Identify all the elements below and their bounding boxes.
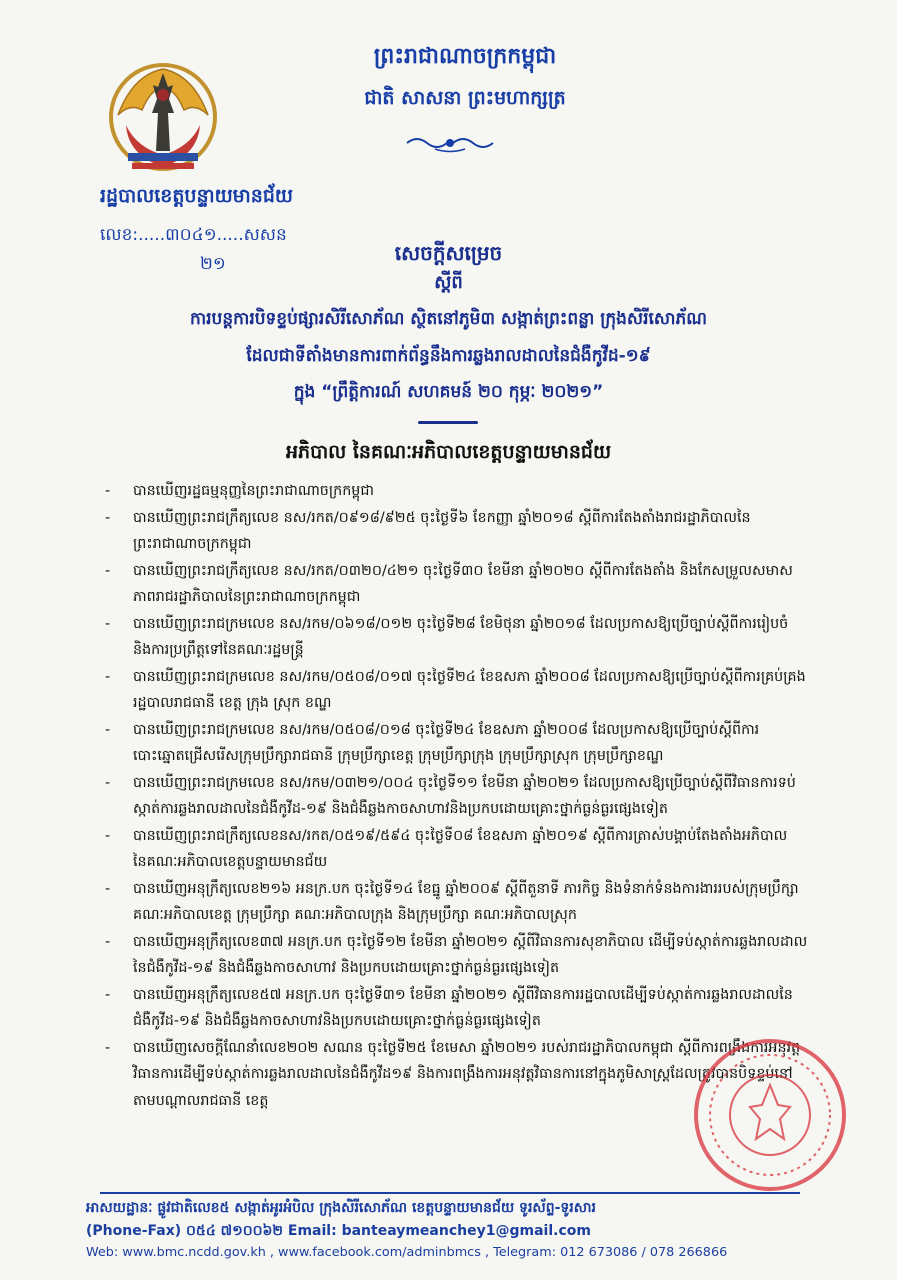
subject-line-2: ដែលជាទីតាំងមានការពាក់ព័ន្ធនឹងការឆ្លងរាលដាលនៃជំងឺកូវីដ-១៩ bbox=[246, 346, 651, 366]
list-item-text: បានឃើញព្រះរាជក្រមលេខ នស/រកម/០៥០៨/០១៧ ចុះថ្ងៃទី២៤ ខែឧសភា ឆ្នាំ២០០៨ ដែលប្រកាសឱ្យប្រើច្បាប់ស្តីពីការគ្រប់គ្រងរដ្ឋបាលរាជធានី ខេត្ត ក្រុង ស្រុក ខណ្ឌ bbox=[133, 668, 806, 711]
reference-suffix: ២១ bbox=[200, 254, 226, 274]
list-item-text: បានឃើញអនុក្រឹត្យលេខ៥៧ អនក្រ.បក ចុះថ្ងៃទី៣១ ខែមីនា ឆ្នាំ២០២១ ស្តីពីវិធានការរដ្ឋបាលដើម្បីទប់ស្កាត់ការឆ្លងរាលដាលនៃជំងឺកូវីដ-១៩ និងជំងឺឆ្លងកាចសាហាវនិងប្រកបដោយគ្រោះថ្នាក់ធ្ងន់ធ្ងរផ្សេងទៀត bbox=[133, 986, 793, 1029]
title-divider bbox=[418, 421, 478, 424]
footer-divider bbox=[100, 1192, 800, 1194]
list-item-text: បានឃើញសេចក្តីណែនាំលេខ២០២ សណន ចុះថ្ងៃទី២៥ ខែមេសា ឆ្នាំ២០២១ របស់រាជរដ្ឋាភិបាលកម្ពុជា ស្តីពីការពង្រឹងការអនុវត្តវិធានការដើម្បីទប់ស្កាត់ការឆ្លងរាលដាលនៃជំងឺកូវីដ១៩ និងការពង្រឹងការអនុវត្តវិធានការនៅក្នុងភូមិសាស្ត្រដែលត្រូវបានបិទខ្ទប់នៅតាមបណ្តាលរាជធានី ខេត្ត bbox=[133, 1039, 801, 1109]
official-red-seal-icon bbox=[690, 1035, 850, 1199]
list-item: - បានឃើញព្រះរាជក្រឹត្យលេខ នស/រកត/០៩១៨/៩២៥ ចុះថ្ងៃទី៦ ខែកញ្ញា ឆ្នាំ២០១៨ ស្តីពីការតែងតាំងរាជរដ្ឋាភិបាលនៃព្រះរាជាណាចក្រកម្ពុជា bbox=[105, 509, 751, 552]
governor-heading: អភិបាល នៃគណៈអភិបាលខេត្តបន្ទាយមានជ័យ bbox=[285, 441, 612, 463]
list-item-text: បានឃើញអនុក្រឹត្យលេខ២១៦ អនក្រ.បក ចុះថ្ងៃទី១៤ ខែធ្នូ ឆ្នាំ២០០៩ ស្តីពីតួនាទី ភារកិច្ច និងទំនាក់ទំនងការងាររបស់ក្រុមប្រឹក្សា គណៈអភិបាលខេត្ត ក្រុមប្រឹក្សា គណៈអភិបាលក្រុង និងក្រុមប្រឹក្សា គណៈអភិបាលស្រុក bbox=[133, 880, 799, 923]
subject-label: ស្តីពី bbox=[434, 272, 463, 293]
legal-basis-list bbox=[105, 478, 810, 1114]
issuing-authority: រដ្ឋបាលខេត្តបន្ទាយមានជ័យ bbox=[100, 185, 293, 207]
list-item: - បានឃើញព្រះរាជក្រមលេខ នស/រកម/០៥០៨/០១៨ ចុះថ្ងៃទី២៤ ខែឧសភា ឆ្នាំ២០០៨ ដែលប្រកាសឱ្យប្រើច្បាប់ស្តីពីការបោះឆ្នោតជ្រើសរើសក្រុមប្រឹក្សារាជធានី ក្រុមប្រឹក្សាខេត្ត ក្រុមប្រឹក្សាក្រុង ក្រុមប្រឹក្សាស្រុក ក្រុមប្រឹក្សាខណ្ឌ bbox=[105, 721, 760, 764]
reference-number: លេខ:.....៣០៤១.....សសន bbox=[100, 225, 287, 245]
subject-line-1: ការបន្តការបិទខ្ទប់ផ្សារសិរីសោភ័ណ ស្ថិតនៅភូមិ៣ សង្កាត់ព្រះពន្លា ក្រុងសិរីសោភ័ណ bbox=[189, 309, 708, 329]
subject-line-3: ក្នុង “ព្រឹត្តិការណ៍ សហគមន៍ ២០ កុម្ភៈ ២០២១” bbox=[293, 382, 604, 402]
footer-web: Web: www.bmc.ncdd.gov.kh , www.facebook.com/adminbmcs , Telegram: 012 673086 / 078 266866 bbox=[86, 1245, 728, 1260]
footer-contact: (Phone-Fax) ០៥៤ ៧១០០៦២ Email: banteaymeanchey1@gmail.com bbox=[86, 1223, 591, 1239]
list-item-text: បានឃើញរដ្ឋធម្មនុញ្ញនៃព្រះរាជាណាចក្រកម្ពុជា bbox=[133, 483, 374, 499]
list-item-text: បានឃើញព្រះរាជក្រឹត្យលេខនស/រកត/០៥១៩/៥៩៤ ចុះថ្ងៃទី០៨ ខែឧសភា ឆ្នាំ២០១៩ ស្តីពីការត្រាស់បង្គាប់តែងតាំងអភិបាល នៃគណៈអភិបាលខេត្តបន្ទាយមានជ័យ bbox=[133, 827, 788, 870]
decision-title: សេចក្តីសម្រេច bbox=[394, 241, 503, 265]
list-item-text: បានឃើញព្រះរាជក្រមលេខ នស/រកម/០៦១៨/០១២ ចុះថ្ងៃទី២៨ ខែមិថុនា ឆ្នាំ២០១៨ ដែលប្រកាសឱ្យប្រើច្បាប់ស្តីពីការរៀបចំ និងការប្រព្រឹត្តទៅនៃគណៈរដ្ឋមន្ត្រី bbox=[133, 615, 789, 658]
provincial-emblem-icon bbox=[108, 55, 218, 184]
list-item: - បានឃើញព្រះរាជក្រមលេខ នស/រកម/០៦១៨/០១២ ចុះថ្ងៃទី២៨ ខែមិថុនា ឆ្នាំ២០១៨ ដែលប្រកាសឱ្យប្រើច្បាប់ស្តីពីការរៀបចំ និងការប្រព្រឹត្តទៅនៃគណៈរដ្ឋមន្ត្រី bbox=[105, 615, 789, 658]
list-item: - បានឃើញព្រះរាជក្រឹត្យលេខនស/រកត/០៥១៩/៥៩៤ ចុះថ្ងៃទី០៨ ខែឧសភា ឆ្នាំ២០១៩ ស្តីពីការត្រាស់បង្គាប់តែងតាំងអភិបាល នៃគណៈអភិបាលខេត្តបន្ទាយមានជ័យ bbox=[105, 827, 788, 870]
list-item-text: បានឃើញព្រះរាជក្រឹត្យលេខ នស/រកត/០៩១៨/៩២៥ ចុះថ្ងៃទី៦ ខែកញ្ញា ឆ្នាំ២០១៨ ស្តីពីការតែងតាំងរាជរដ្ឋាភិបាលនៃព្រះរាជាណាចក្រកម្ពុជា bbox=[133, 509, 751, 552]
list-item-text: បានឃើញអនុក្រឹត្យលេខ៣៧ អនក្រ.បក ចុះថ្ងៃទី១២ ខែមីនា ឆ្នាំ២០២១ ស្តីពីវិធានការសុខាភិបាល ដើម្បីទប់ស្កាត់ការឆ្លងរាលដាលនៃជំងឺកូវីដ-១៩ និងជំងឺឆ្លងកាចសាហាវ និងប្រកបដោយគ្រោះថ្នាក់ធ្ងន់ធ្ងរផ្សេងទៀត bbox=[133, 933, 808, 976]
list-item-text: បានឃើញព្រះរាជក្រឹត្យលេខ នស/រកត/០៣២០/៤២១ ចុះថ្ងៃទី៣០ ខែមីនា ឆ្នាំ២០២០ ស្តីពីការតែងតាំង និងកែសម្រួលសមាសភាពរាជរដ្ឋាភិបាលនៃព្រះរាជាណាចក្រកម្ពុជា bbox=[133, 562, 793, 605]
list-item: - បានឃើញព្រះរាជក្រមលេខ នស/រកម/០៥០៨/០១៧ ចុះថ្ងៃទី២៤ ខែឧសភា ឆ្នាំ២០០៨ ដែលប្រកាសឱ្យប្រើច្បាប់ស្តីពីការគ្រប់គ្រងរដ្ឋបាលរាជធានី ខេត្ត ក្រុង ស្រុក ខណ្ឌ bbox=[105, 668, 806, 711]
national-motto: ជាតិ សាសនា ព្រះមហាក្សត្រ bbox=[364, 87, 566, 109]
footer-address: អាសយដ្ឋានៈ ផ្លូវជាតិលេខ៥ សង្កាត់អូរអំបិល ក្រុងសិរីសោភ័ណ ខេត្តបន្ទាយមានជ័យ ទូរស័ព្ទ-ទូរសារ bbox=[86, 1200, 596, 1216]
list-item: - បានឃើញព្រះរាជក្រឹត្យលេខ នស/រកត/០៣២០/៤២១ ចុះថ្ងៃទី៣០ ខែមីនា ឆ្នាំ២០២០ ស្តីពីការតែងតាំង និងកែសម្រួលសមាសភាពរាជរដ្ឋាភិបាលនៃព្រះរាជាណាចក្រកម្ពុជា bbox=[105, 562, 793, 605]
list-item: - បានឃើញអនុក្រឹត្យលេខ៥៧ អនក្រ.បក ចុះថ្ងៃទី៣១ ខែមីនា ឆ្នាំ២០២១ ស្តីពីវិធានការរដ្ឋបាលដើម្បីទប់ស្កាត់ការឆ្លងរាលដាលនៃជំងឺកូវីដ-១៩ និងជំងឺឆ្លងកាចសាហាវនិងប្រកបដោយគ្រោះថ្នាក់ធ្ងន់ធ្ងរផ្សេងទៀត bbox=[105, 986, 793, 1029]
list-item-text: បានឃើញព្រះរាជក្រមលេខ នស/រកម/០៣២១/០០៤ ចុះថ្ងៃទី១១ ខែមីនា ឆ្នាំ២០២១ ដែលប្រកាសឱ្យប្រើច្បាប់ស្តីពីវិធានការទប់ស្កាត់ការឆ្លងរាលដាលនៃជំងឺកូវីដ-១៩ និងជំងឺឆ្លងកាចសាហាវនិងប្រកបដោយគ្រោះថ្នាក់ធ្ងន់ធ្ងរផ្សេងទៀត bbox=[133, 774, 796, 817]
list-item-text: បានឃើញព្រះរាជក្រមលេខ នស/រកម/០៥០៨/០១៨ ចុះថ្ងៃទី២៤ ខែឧសភា ឆ្នាំ២០០៨ ដែលប្រកាសឱ្យប្រើច្បាប់ស្តីពីការបោះឆ្នោតជ្រើសរើសក្រុមប្រឹក្សារាជធានី ក្រុមប្រឹក្សាខេត្ត ក្រុមប្រឹក្សាក្រុង ក្រុមប្រឹក្សាស្រុក ក្រុមប្រឹក្សាខណ្ឌ bbox=[133, 721, 760, 764]
list-item: - បានឃើញព្រះរាជក្រមលេខ នស/រកម/០៣២១/០០៤ ចុះថ្ងៃទី១១ ខែមីនា ឆ្នាំ២០២១ ដែលប្រកាសឱ្យប្រើច្បាប់ស្តីពីវិធានការទប់ស្កាត់ការឆ្លងរាលដាលនៃជំងឺកូវីដ-១៩ និងជំងឺឆ្លងកាចសាហាវនិងប្រកបដោយគ្រោះថ្នាក់ធ្ងន់ធ្ងរផ្សេងទៀត bbox=[105, 774, 796, 817]
list-item: - បានឃើញរដ្ឋធម្មនុញ្ញនៃព្រះរាជាណាចក្រកម្ពុជា bbox=[105, 483, 374, 499]
ornament-divider-icon bbox=[405, 132, 495, 158]
list-item: - បានឃើញសេចក្តីណែនាំលេខ២០២ សណន ចុះថ្ងៃទី២៥ ខែមេសា ឆ្នាំ២០២១ របស់រាជរដ្ឋាភិបាលកម្ពុជា ស្តីពីការពង្រឹងការអនុវត្តវិធានការដើម្បីទប់ស្កាត់ការឆ្លងរាលដាលនៃជំងឺកូវីដ១៩ និងការពង្រឹងការអនុវត្តវិធានការនៅក្នុងភូមិសាស្ត្រដែលត្រូវបានបិទខ្ទប់នៅតាមបណ្តាលរាជធានី ខេត្ត bbox=[105, 1039, 801, 1109]
list-item: - បានឃើញអនុក្រឹត្យលេខ២១៦ អនក្រ.បក ចុះថ្ងៃទី១៤ ខែធ្នូ ឆ្នាំ២០០៩ ស្តីពីតួនាទី ភារកិច្ច និងទំនាក់ទំនងការងាររបស់ក្រុមប្រឹក្សា គណៈអភិបាលខេត្ត ក្រុមប្រឹក្សា គណៈអភិបាលក្រុង និងក្រុមប្រឹក្សា គណៈអភិបាលស្រុក bbox=[105, 880, 799, 923]
list-item: - បានឃើញអនុក្រឹត្យលេខ៣៧ អនក្រ.បក ចុះថ្ងៃទី១២ ខែមីនា ឆ្នាំ២០២១ ស្តីពីវិធានការសុខាភិបាល ដើម្បីទប់ស្កាត់ការឆ្លងរាលដាលនៃជំងឺកូវីដ-១៩ និងជំងឺឆ្លងកាចសាហាវ និងប្រកបដោយគ្រោះថ្នាក់ធ្ងន់ធ្ងរផ្សេងទៀត bbox=[105, 933, 808, 976]
kingdom-title: ព្រះរាជាណាចក្រកម្ពុជា bbox=[373, 44, 557, 69]
